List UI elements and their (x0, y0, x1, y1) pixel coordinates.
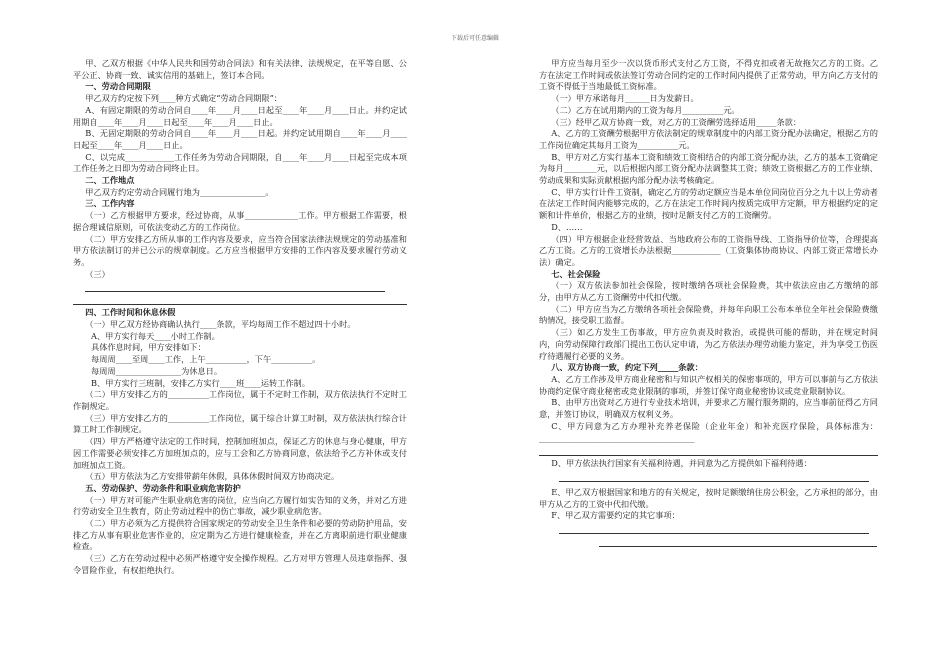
fill-in-blank-line (73, 294, 407, 305)
paragraph: A、甲方实行每天____小时工作制。 (91, 330, 220, 341)
paragraph: A、乙方工作涉及甲方商业秘密和与知识产权相关的保密事项的，甲方可以事前与乙方依法协商约定保守商业秘密或竞业限制的事项，并签订保守商业秘密协议或竞业限制协议。 (539, 373, 878, 396)
paragraph: （三）如乙方发生工伤事故，甲方应负责及时救治，或提供可能的帮助，并在规定时间内，向劳动保障行政部门提出工伤认定申请，为乙方依法办理劳动能力鉴定，并为享受工伤医疗待遇履行必要的义务。 (539, 327, 878, 361)
paragraph: （二）甲方安排乙方的__________工作岗位，属于不定时工作制，双方依法执行不定时工作制规定。 (73, 389, 407, 411)
paragraph: （三） (85, 268, 110, 279)
paragraph: C、甲方同意为乙方办理补充养老保险（企业年金）和补充医疗保险，具体标准为：______________________________________ (539, 420, 878, 443)
paragraph: 每周周________________为休息日。 (91, 365, 223, 376)
paragraph: （二）甲方应当为乙方缴纳各项社会保险费，并每年向职工公布本单位全年社会保险费缴纳情况，接受职工监督。 (539, 303, 878, 326)
paragraph: C、以完成____________工作任务为劳动合同期限，自____年____月____日起至完成本项工作任务之日即为劳动合同终止日。 (73, 151, 407, 174)
section-heading: 三、工作内容 (85, 198, 135, 209)
paragraph: （三）经甲乙双方协商一致，对乙方的工资酬劳选择适用_____条款： (551, 116, 802, 127)
paragraph: E、甲乙双方根据国家和地方的有关规定，按时足额缴纳住房公积金，乙方承担的部分，由甲方从乙方的工资中代扣代缴。 (539, 486, 878, 509)
paragraph: （三）乙方在劳动过程中必须严格遵守安全操作规程。乙方对甲方管理人员违章指挥、强令冒险作业，有权拒绝执行。 (73, 553, 407, 575)
paragraph: （五）甲方依法为乙方安排带薪年休假，具体休假时间双方协商决定。 (85, 471, 340, 482)
left-column (73, 58, 407, 577)
section-heading: 一、劳动合同期限 (85, 81, 151, 92)
paragraph: （二）甲方必须为乙方提供符合国家规定的劳动安全卫生条件和必要的劳动防护用品，安排乙方从事有职业危害作业的，应定期为乙方进行健康检查，并在乙方离职前进行职业健康检查。 (73, 518, 407, 552)
paragraph: B、由甲方出资对乙方进行专业技术培训，并要求乙方履行服务期的，应当事前征得乙方同意，并签订协议，明确双方权利义务。 (539, 397, 878, 420)
fill-in-blank-line (559, 523, 869, 534)
paragraph: D、…… (551, 221, 583, 232)
section-heading: 四、工作时间和休息休假 (85, 307, 176, 318)
section-heading: 五、劳动保护、劳动条件和职业病危害防护 (85, 482, 241, 493)
fill-in-blank-line (599, 536, 877, 547)
paragraph: 甲乙双方约定按下列____种方式确定“劳动合同期限”： (85, 93, 282, 104)
paragraph: （四）甲方根据企业经营效益、当地政府公布的工资指导线、工资指导价位等，合理提高乙方工资。乙方的工资增长办法根据____________（工资集体协商协议、内部工资正常增长办法）确定。 (539, 233, 878, 267)
paragraph: （一）双方依法参加社会保险，按时缴纳各项社会保险费，其中依法应由乙方缴纳的部分，由甲方从乙方工资酬劳中代扣代缴。 (539, 280, 878, 303)
section-heading: 八、双方协商一致，约定下列_____条款： (551, 362, 703, 373)
fill-in-blank-line (85, 281, 385, 292)
paragraph: （一）甲方对可能产生职业病危害的岗位，应当向乙方履行如实告知的义务，并对乙方进行劳动安全卫生教育，防止劳动过程中的伤亡事故，减少职业病危害。 (73, 494, 407, 517)
paragraph: （三）甲方安排乙方的__________工作岗位，属于综合计算工时制，双方依法执行综合计算工时工作制规定。 (73, 412, 407, 435)
section-heading: 七、社会保险 (551, 268, 601, 279)
paragraph: 甲乙双方约定劳动合同履行地为________________。 (85, 186, 274, 197)
paragraph: A、乙方的工资酬劳根据甲方依法制定的规章制度中的内部工资分配办法确定，根据乙方的工作岗位确定其每月工资为__________元。 (539, 128, 878, 150)
page-header-watermark: 下载后可任意编辑 (450, 35, 499, 42)
fill-in-blank-line (539, 445, 878, 456)
paragraph: F、甲乙双方需要约定的其它事项： (551, 510, 680, 521)
paragraph: 甲、乙双方根据《中华人民共和国劳动合同法》和有关法律、法规规定，在平等自愿、公平公正、协商一致、诚实信用的基础上，签订本合同。 (73, 58, 407, 80)
paragraph: A、有固定期限的劳动合同自____年____月____日起至____年____月____日止。并约定试用期自____年____月____日起至____年____月____日止。 (73, 104, 407, 127)
fill-in-blank-line (559, 471, 869, 482)
paragraph: 每周周____至周____工作，上午__________，下午__________。 (91, 354, 321, 365)
paragraph: （一）甲方承诺每月______日为发薪日。 (551, 93, 699, 104)
paragraph: B、无固定期限的劳动合同自____年____月____日起。并约定试用期自____年____月____日起至____年____月____日止。 (73, 128, 407, 150)
paragraph: 甲方应当每月至少一次以货币形式支付乙方工资，不得克扣或者无故拖欠乙方的工资。乙方在法定工作时间或依法签订劳动合同约定的工作时间内提供了正常劳动，甲方向乙方支付的工资不得低于当地最低工资标准。 (539, 58, 878, 92)
paragraph: （一）乙方根据甲方要求，经过协商，从事_____________工作。甲方根据工作需要，根据合理诚信原则，可依法变动乙方的工作岗位。 (73, 210, 407, 232)
paragraph: C、甲方实行计件工资制，确定乙方的劳动定额应当是本单位同岗位百分之九十以上劳动者在法定工作时间内能够完成的，乙方在法定工作时间内按质完成甲方定额，甲方根据约定的定额和计件单价，根据乙方的业绩，按时足额支付乙方的工资酬劳。 (539, 186, 878, 221)
paragraph: B、甲方实行三班制，安排乙方实行____班____运转工作制。 (91, 377, 310, 388)
paragraph: D、甲方依法执行国家有关福利待遇，并同意为乙方提供如下福利待遇： (551, 458, 812, 469)
paragraph: （一）甲乙双方经协商确认执行____条款，平均每周工作不超过四十小时。 (85, 319, 356, 330)
paragraph: B、甲方对乙方实行基本工资和绩效工资相结合的内部工资分配办法，乙方的基本工资确定为每月________元，以后根据内部工资分配办法调整其工资；绩效工资根据乙方的工作业绩、劳动成果和实际贡献根据内部分配办法考核确定。 (539, 151, 878, 186)
paragraph: （二）乙方在试用期内的工资为每月__________元。 (551, 104, 740, 115)
paragraph: （二）甲方安排乙方所从事的工作内容及要求，应当符合国家法律法规规定的劳动基准和甲方依法制订的并已公示的规章制度。乙方应当根据甲方安排的工作内容及要求履行劳动义务。 (73, 233, 407, 267)
paragraph: （四）甲方严格遵守法定的工作时间，控制加班加点，保证乙方的休息与身心健康，甲方因工作需要必须安排乙方加班加点的，应与工会和乙方协商同意，依法给予乙方补休或支付加班加点工资。 (73, 436, 407, 470)
paragraph: 具体作息时间，甲方安排如下： (91, 342, 206, 353)
section-heading: 二、工作地点 (85, 175, 135, 186)
right-column (539, 58, 878, 549)
